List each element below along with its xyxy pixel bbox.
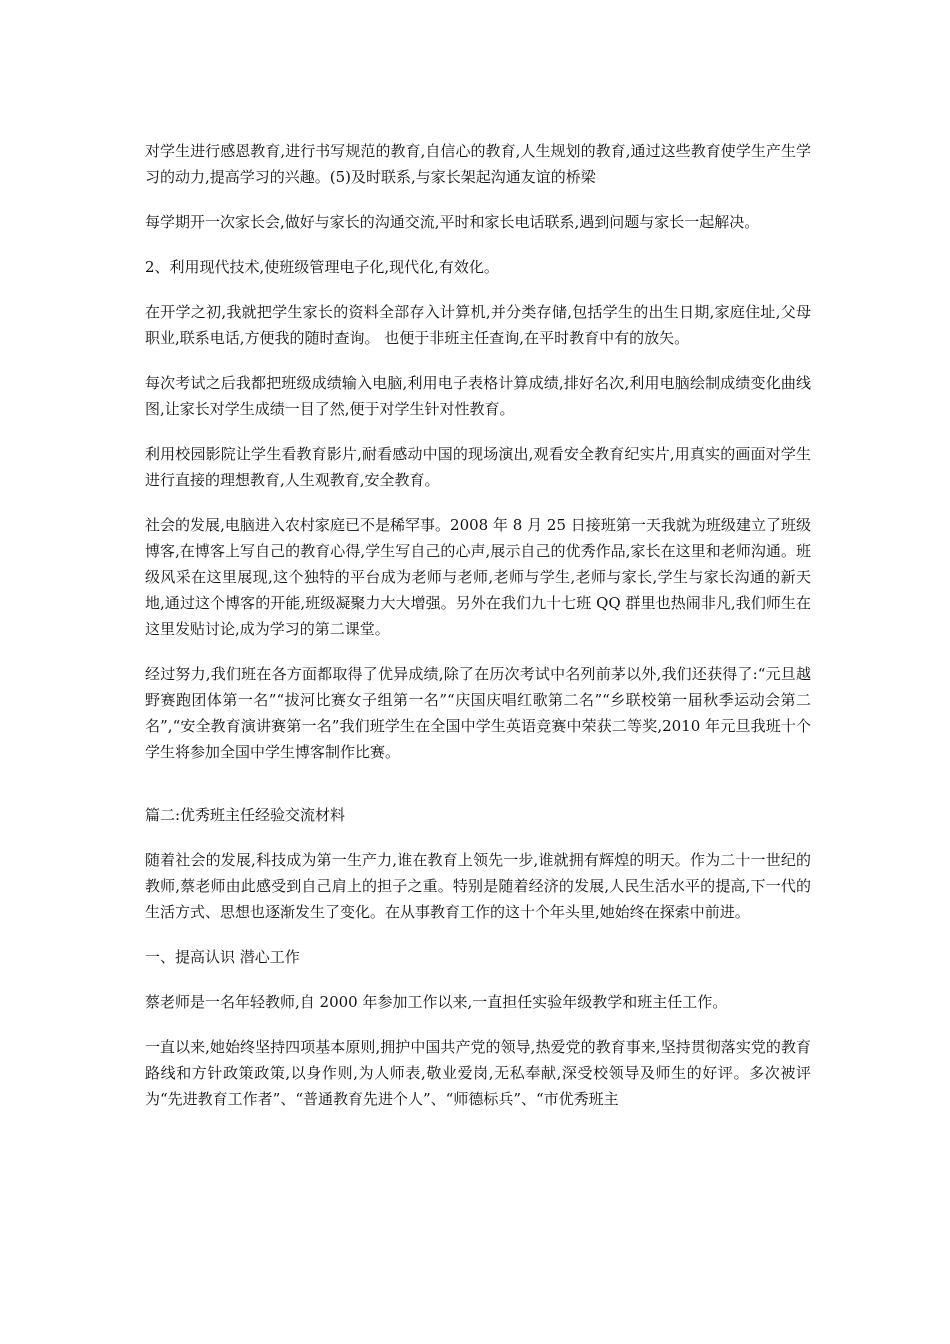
paragraph-teacher-intro: 蔡老师是一名年轻教师,自 2000 年参加工作以来,一直担任实验年级教学和班主任工作。 [145,993,728,1011]
paragraph-class-blog: 社会的发展,电脑进入农村家庭已不是稀罕事。2008 年 8 月 25 日接班第一天我就为班级建立了班级博客,在博客上写自己的教育心得,学生写自己的心声,展示自己的优秀作品,家长在这里和老师沟通。班级风采在这里展现,这个独特的平台成为老师与老师,老师与学生,老师与家长,学生与家长沟通的新天地,通过这个博客的开能,班级凝聚力大大增强。另外在我们九十七班 QQ 群里也热闹非凡,我们师生在这里发贴讨论,成为学习的第二课堂。 [145,516,811,638]
paragraph-parent-meeting: 每学期开一次家长会,做好与家长的沟通交流,平时和家长电话联系,遇到问题与家长一起解决。 [145,213,760,231]
document-body [145,138,811,1131]
paragraph-modern-technology: 2、利用现代技术,使班级管理电子化,现代化,有效化。 [145,258,499,276]
section-heading-part-two: 篇二:优秀班主任经验交流材料 [145,806,346,824]
paragraph-achievements: 经过努力,我们班在各方面都取得了优异成绩,除了在历次考试中名列前茅以外,我们还获得了:“元旦越野赛跑团体第一名”“拔河比赛女子组第一名”“庆国庆唱红歌第二名”“乡联校第一届秋季运动会第二名”,“安全教育演讲赛第一名”我们班学生在全国中学生英语竞赛中荣获二等奖,2010 年元旦我班十个学生将参加全国中学生博客制作比赛。 [145,665,811,761]
paragraph-teacher-principles: 一直以来,她始终坚持四项基本原则,拥护中国共产党的领导,热爱党的教育事来,坚持贯彻落实党的教育路线和方针政策政策,以身作则,为人师表,敬业爱岗,无私奉献,深受校领导及师生的好评。多次被评为“先进教育工作者”、“普通教育先进个人”、“师德标兵”、“市优秀班主 [145,1038,811,1108]
subheading-raise-awareness: 一、提高认识 潜心工作 [145,948,300,966]
paragraph-gratitude-education: 对学生进行感恩教育,进行书写规范的教育,自信心的教育,人生规划的教育,通过这些教育使学生产生学习的动力,提高学习的兴趣。(5)及时联系,与家长架起沟通友谊的桥梁 [145,142,811,186]
paragraph-campus-cinema: 利用校园影院让学生看教育影片,耐看感动中国的现场演出,观看安全教育纪实片,用真实的画面对学生进行直接的理想教育,人生观教育,安全教育。 [145,445,811,489]
paragraph-exam-scores: 每次考试之后我都把班级成绩输入电脑,利用电子表格计算成绩,排好名次,利用电脑绘制成绩变化曲线图,让家长对学生成绩一目了然,便于对学生针对性教育。 [145,374,811,418]
paragraph-parent-records: 在开学之初,我就把学生家长的资料全部存入计算机,并分类存储,包括学生的出生日期,家庭住址,父母职业,联系电话,方便我的随时查询。 也便于非班主任查询,在平时教育中有的放矢。 [145,303,811,347]
paragraph-social-development: 随着社会的发展,科技成为第一生产力,谁在教育上领先一步,谁就拥有辉煌的明天。作为二十一世纪的教师,蔡老师由此感受到自己肩上的担子之重。特别是随着经济的发展,人民生活水平的提高,下一代的生活方式、思想也逐渐发生了变化。在从事教育工作的这十个年头里,她始终在探索中前进。 [145,851,811,921]
